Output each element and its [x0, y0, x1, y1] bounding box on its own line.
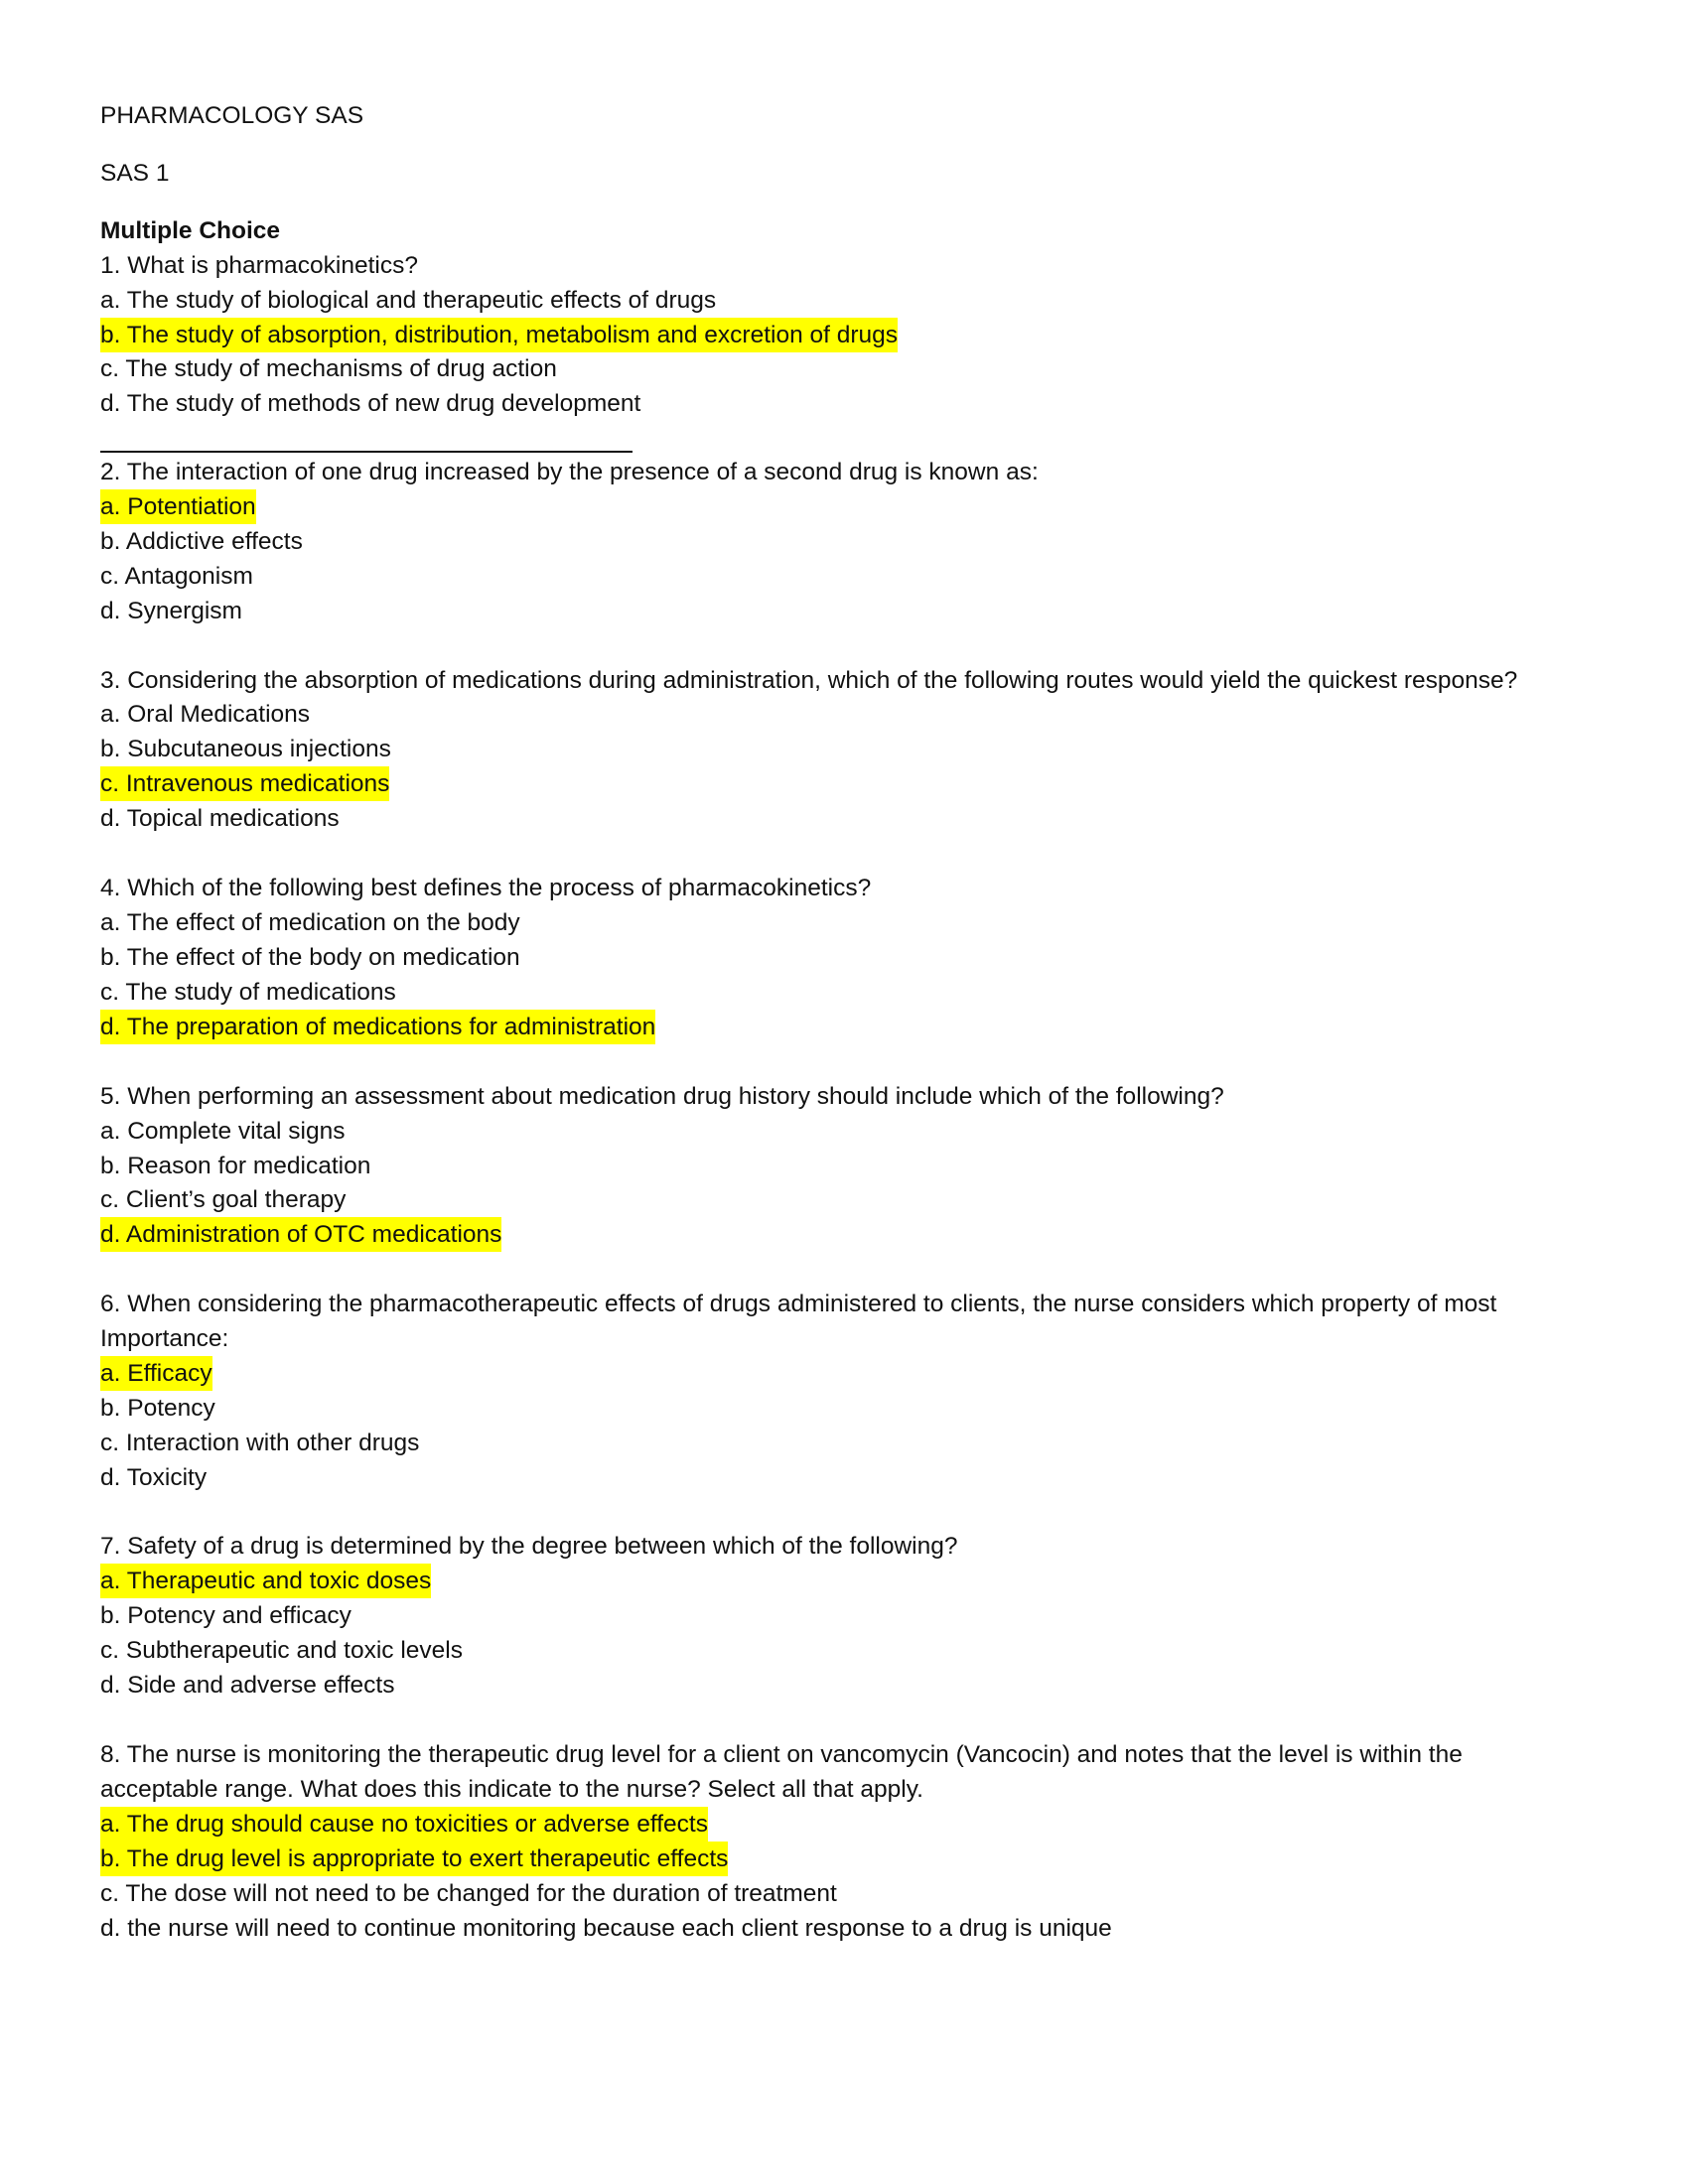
question-7-stem: 7. Safety of a drug is determined by the degree between which of the following? — [100, 1533, 958, 1560]
question-8-option-d: d. the nurse will need to continue monitoring because each client response to a drug is unique — [100, 1915, 1112, 1942]
question-1-stem: 1. What is pharmacokinetics? — [100, 252, 418, 279]
question-4-stem: 4. Which of the following best defines the process of pharmacokinetics? — [100, 875, 872, 901]
question-5-option-d — [100, 1217, 501, 1252]
answer-highlight: a. Potentiation — [100, 489, 256, 524]
question-7-option-b: b. Potency and efficacy — [100, 1602, 352, 1629]
question-8-option-c: c. The dose will not need to be changed for the duration of treatment — [100, 1880, 837, 1907]
section-heading: Multiple Choice — [100, 217, 281, 244]
question-1-option-b — [100, 318, 898, 352]
question-1-option-a: a. The study of biological and therapeutic effects of drugs — [100, 287, 717, 314]
question-6-stem-cont: Importance: — [100, 1325, 229, 1352]
question-7-option-d: d. Side and adverse effects — [100, 1672, 395, 1699]
question-4-option-c: c. The study of medications — [100, 979, 396, 1006]
question-4-option-d — [100, 1010, 655, 1044]
question-7-option-c: c. Subtherapeutic and toxic levels — [100, 1637, 463, 1664]
question-5-option-c: c. Client’s goal therapy — [100, 1186, 347, 1213]
question-1-option-c: c. The study of mechanisms of drug action — [100, 355, 557, 382]
answer-highlight: a. Efficacy — [100, 1356, 212, 1391]
answer-highlight: d. Administration of OTC medications — [100, 1217, 501, 1252]
question-5-option-a: a. Complete vital signs — [100, 1118, 346, 1145]
answer-highlight: d. The preparation of medications for administration — [100, 1010, 655, 1044]
question-2-option-a — [100, 489, 256, 524]
question-2-option-b: b. Addictive effects — [100, 528, 303, 555]
question-3-option-c — [100, 766, 389, 801]
question-5-stem: 5. When performing an assessment about medication drug history should include which of the following? — [100, 1083, 1224, 1110]
question-8-stem-cont: acceptable range. What does this indicate to the nurse? Select all that apply. — [100, 1776, 923, 1803]
question-7-option-a — [100, 1564, 431, 1598]
document-subtitle: SAS 1 — [100, 160, 170, 187]
answer-highlight: b. The drug level is appropriate to exert therapeutic effects — [100, 1842, 728, 1876]
question-6-option-c: c. Interaction with other drugs — [100, 1430, 420, 1456]
question-2-stem: 2. The interaction of one drug increased by the presence of a second drug is known as: — [100, 459, 1039, 485]
document-title: PHARMACOLOGY SAS — [100, 102, 364, 129]
question-5-option-b: b. Reason for medication — [100, 1153, 371, 1179]
question-8-stem: 8. The nurse is monitoring the therapeutic drug level for a client on vancomycin (Vancocin) and notes that the level is within the — [100, 1741, 1463, 1768]
question-8-option-a — [100, 1807, 708, 1842]
answer-highlight: c. Intravenous medications — [100, 766, 389, 801]
answer-highlight: a. The drug should cause no toxicities or adverse effects — [100, 1807, 708, 1842]
question-3-option-b: b. Subcutaneous injections — [100, 736, 391, 762]
question-6-option-a — [100, 1356, 212, 1391]
question-3-stem: 3. Considering the absorption of medications during administration, which of the following routes would yield the quickest response? — [100, 667, 1518, 694]
question-4-option-a: a. The effect of medication on the body — [100, 909, 520, 936]
answer-highlight: a. Therapeutic and toxic doses — [100, 1564, 431, 1598]
question-2-option-c: c. Antagonism — [100, 563, 253, 590]
question-1-option-d: d. The study of methods of new drug development — [100, 390, 641, 417]
question-6-option-d: d. Toxicity — [100, 1464, 208, 1491]
question-6-option-b: b. Potency — [100, 1395, 215, 1422]
answer-highlight: b. The study of absorption, distribution, metabolism and excretion of drugs — [100, 318, 898, 352]
separator-rule — [100, 451, 633, 453]
question-2-option-d: d. Synergism — [100, 598, 242, 624]
question-3-option-a: a. Oral Medications — [100, 701, 311, 728]
question-4-option-b: b. The effect of the body on medication — [100, 944, 520, 971]
question-8-option-b — [100, 1842, 728, 1876]
question-6-stem: 6. When considering the pharmacotherapeutic effects of drugs administered to clients, the nurse considers which property of most — [100, 1291, 1497, 1317]
question-3-option-d: d. Topical medications — [100, 805, 340, 832]
